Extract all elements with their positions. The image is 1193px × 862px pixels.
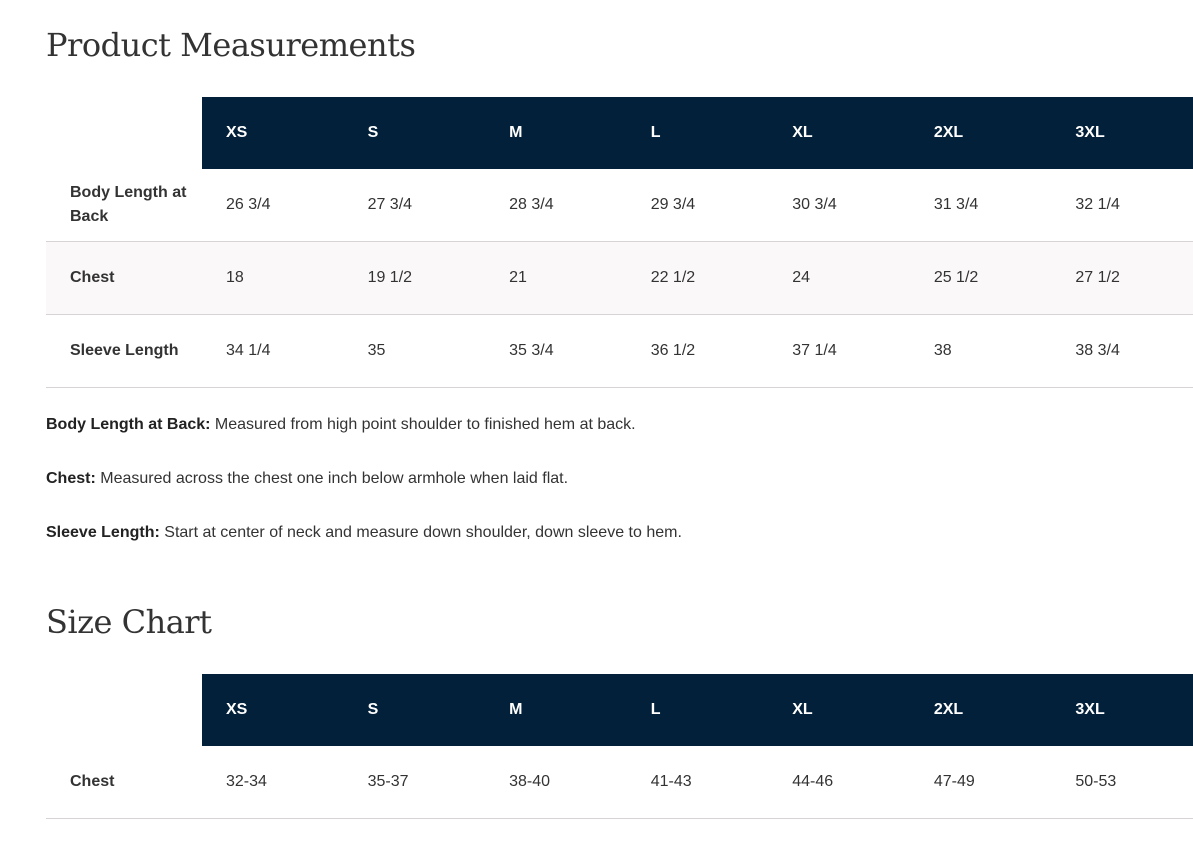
table-cell: 50-53 <box>1051 746 1193 819</box>
table-cell: 26 3/4 <box>202 169 344 242</box>
size-header-3xl: 3XL <box>1051 674 1193 746</box>
table-cell: 30 3/4 <box>768 169 910 242</box>
table-cell: 34 1/4 <box>202 315 344 388</box>
table-cell: 31 3/4 <box>910 169 1052 242</box>
definition-text: Measured across the chest one inch below armhole when laid flat. <box>100 470 569 487</box>
table-cell: 36 1/2 <box>627 315 769 388</box>
table-cell: 32-34 <box>202 746 344 819</box>
table-cell: 29 3/4 <box>627 169 769 242</box>
definition-term: Sleeve Length: <box>46 524 160 541</box>
definition-sleeve-length <box>46 521 1146 545</box>
table-cell: 32 1/4 <box>1051 169 1193 242</box>
table-cell: 38 <box>910 315 1052 388</box>
table-cell: 47-49 <box>910 746 1052 819</box>
table-cell: 35-37 <box>344 746 486 819</box>
table-cell: 19 1/2 <box>344 242 486 315</box>
size-header-m: M <box>485 674 627 746</box>
table-header-row <box>46 674 1193 746</box>
product-measurements-title: Product Measurements <box>46 26 416 64</box>
table-cell: 21 <box>485 242 627 315</box>
table-row <box>46 315 1193 388</box>
size-header-l: L <box>627 97 769 169</box>
table-cell: 27 3/4 <box>344 169 486 242</box>
size-header-s: S <box>344 97 486 169</box>
table-cell: 35 3/4 <box>485 315 627 388</box>
size-header-xs: XS <box>202 97 344 169</box>
header-corner-cell <box>46 674 202 746</box>
table-cell: 38-40 <box>485 746 627 819</box>
table-header-row <box>46 97 1193 169</box>
table-cell: 38 3/4 <box>1051 315 1193 388</box>
size-header-3xl: 3XL <box>1051 97 1193 169</box>
definition-body-length <box>46 413 1146 437</box>
row-label-sleeve-length: Sleeve Length <box>46 315 202 388</box>
table-cell: 25 1/2 <box>910 242 1052 315</box>
table-cell: 22 1/2 <box>627 242 769 315</box>
measurement-definitions <box>46 413 1146 575</box>
size-header-xs: XS <box>202 674 344 746</box>
table-cell: 37 1/4 <box>768 315 910 388</box>
definition-chest <box>46 467 1146 491</box>
row-label-chest: Chest <box>46 242 202 315</box>
row-label-chest: Chest <box>46 746 202 819</box>
size-chart-table <box>46 674 1193 819</box>
table-cell: 35 <box>344 315 486 388</box>
size-header-m: M <box>485 97 627 169</box>
table-row <box>46 746 1193 819</box>
row-label-body-length: Body Length at Back <box>46 169 202 242</box>
size-chart-title: Size Chart <box>46 603 212 641</box>
size-header-xl: XL <box>768 674 910 746</box>
size-header-xl: XL <box>768 97 910 169</box>
definition-term: Chest: <box>46 470 96 487</box>
table-row <box>46 169 1193 242</box>
product-measurements-table <box>46 97 1193 388</box>
table-row <box>46 242 1193 315</box>
size-header-2xl: 2XL <box>910 97 1052 169</box>
table-cell: 18 <box>202 242 344 315</box>
table-cell: 24 <box>768 242 910 315</box>
table-cell: 44-46 <box>768 746 910 819</box>
definition-text: Measured from high point shoulder to finished hem at back. <box>214 416 636 433</box>
header-corner-cell <box>46 97 202 169</box>
table-cell: 27 1/2 <box>1051 242 1193 315</box>
table-cell: 41-43 <box>627 746 769 819</box>
size-header-2xl: 2XL <box>910 674 1052 746</box>
definition-text: Start at center of neck and measure down shoulder, down sleeve to hem. <box>164 524 682 541</box>
size-header-l: L <box>627 674 769 746</box>
definition-term: Body Length at Back: <box>46 416 211 433</box>
table-cell: 28 3/4 <box>485 169 627 242</box>
size-header-s: S <box>344 674 486 746</box>
